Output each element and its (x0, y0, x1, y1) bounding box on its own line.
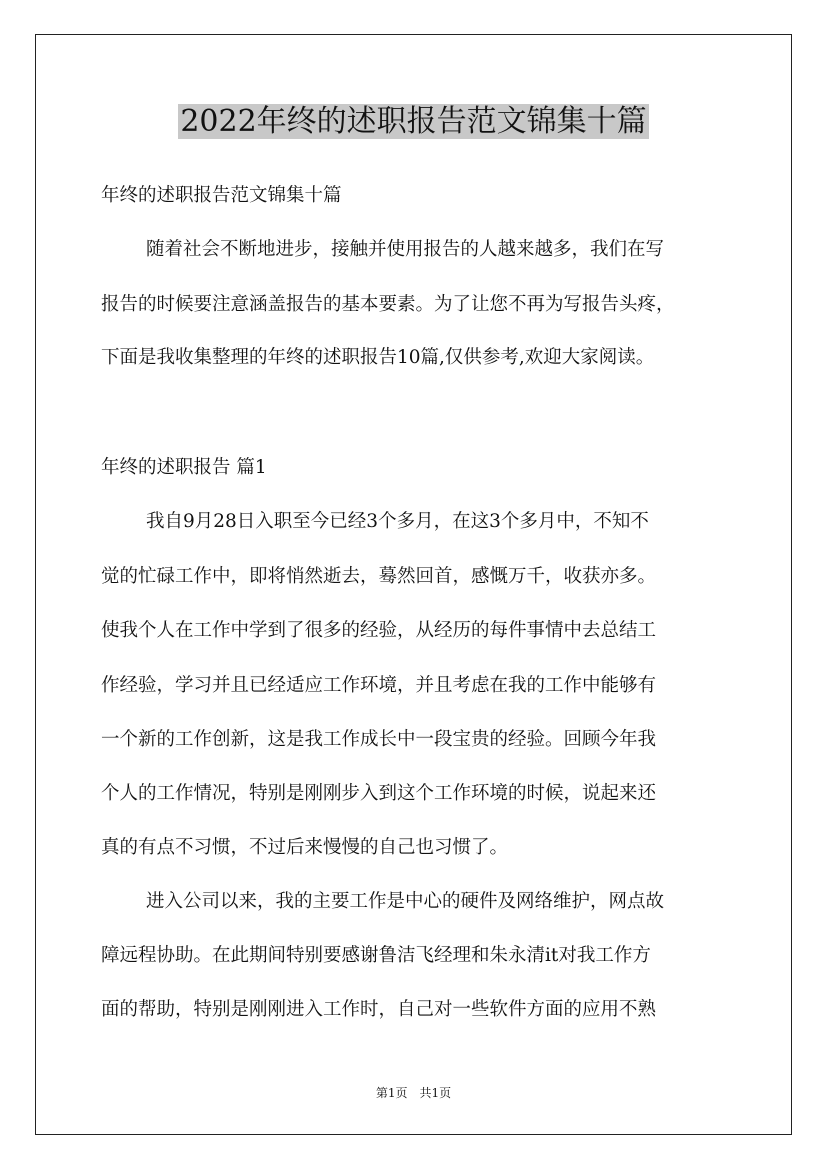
para1-line-4: 作经验，学习并且已经适应工作环境，并且考虑在我的工作中能够有 (101, 675, 657, 696)
para1-line-6: 个人的工作情况，特别是刚刚步入到这个工作环境的时候，说起来还 (101, 783, 657, 804)
intro-line-3: 下面是我收集整理的年终的述职报告10篇,仅供参考,欢迎大家阅读。 (101, 347, 655, 368)
para2-line-2: 障远程协助。在此期间特别要感谢鲁洁飞经理和朱永清it对我工作方 (101, 945, 651, 966)
document-title: 2022年终的述职报告范文锦集十篇 (180, 104, 647, 139)
intro-line-2: 报告的时候要注意涵盖报告的基本要素。为了让您不再为写报告头疼， (101, 294, 675, 315)
document-subtitle: 年终的述职报告范文锦集十篇 (101, 185, 342, 206)
section-heading: 年终的述职报告 篇1 (101, 457, 267, 478)
para1-line-2: 觉的忙碌工作中，即将悄然逝去，蓦然回首，感慨万千，收获亦多。 (101, 566, 657, 587)
para1-line-3: 使我个人在工作中学到了很多的经验，从经历的每件事情中去总结工 (101, 620, 657, 641)
para1-line-1: 我自9月28日入职至今已经3个多月，在这3个多月中，不知不 (146, 511, 649, 532)
para1-line-7: 真的有点不习惯，不过后来慢慢的自己也习惯了。 (101, 837, 509, 858)
para1-line-5: 一个新的工作创新，这是我工作成长中一段宝贵的经验。回顾今年我 (101, 729, 657, 750)
page-number-footer: 第1页 共1页 (375, 1086, 452, 1100)
intro-line-1: 随着社会不断地进步，接触并使用报告的人越来越多，我们在写 (146, 239, 665, 260)
para2-line-1: 进入公司以来，我的主要工作是中心的硬件及网络维护，网点故 (146, 891, 665, 912)
para2-line-3: 面的帮助，特别是刚刚进入工作时，自己对一些软件方面的应用不熟 (101, 999, 657, 1020)
